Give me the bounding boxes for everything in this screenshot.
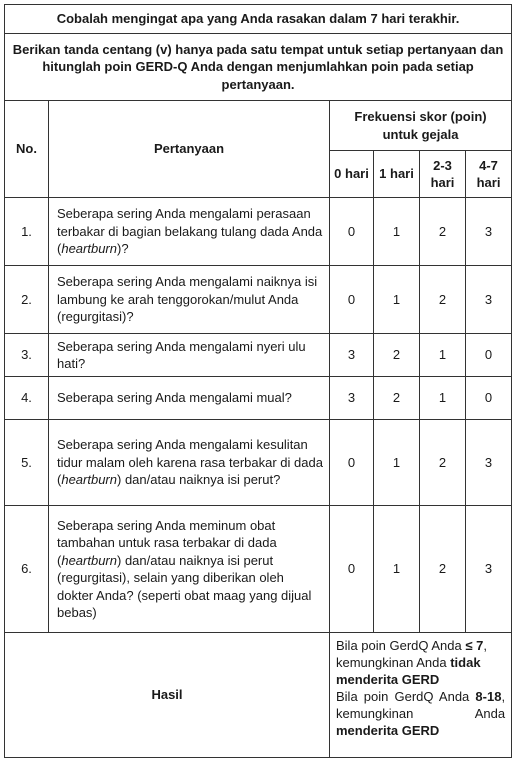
- score-cell[interactable]: 2: [374, 377, 420, 420]
- result-line-negative: Bila poin GerdQ Anda ≤ 7, kemungkinan Anda tidak menderita GERD: [336, 638, 487, 687]
- score-cell[interactable]: 1: [420, 334, 466, 377]
- question-text: Seberapa sering Anda mengalami perasaan terbakar di bagian belakang tulang dada Anda (heartburn)?: [49, 198, 330, 266]
- score-cell[interactable]: 1: [420, 377, 466, 420]
- question-row: [5, 198, 512, 266]
- score-cell[interactable]: 0: [330, 420, 374, 506]
- score-cell[interactable]: 2: [374, 334, 420, 377]
- result-label: Hasil: [5, 633, 330, 758]
- score-cell[interactable]: 1: [374, 266, 420, 334]
- score-cell[interactable]: 0: [466, 334, 512, 377]
- score-cell[interactable]: 1: [374, 420, 420, 506]
- question-row: [5, 266, 512, 334]
- result-interpretation: [330, 633, 512, 758]
- column-header-frequency: Frekuensi skor (poin) untuk gejala: [330, 101, 512, 151]
- score-cell[interactable]: 3: [330, 334, 374, 377]
- score-cell[interactable]: 2: [420, 198, 466, 266]
- question-text: Seberapa sering Anda meminum obat tambahan untuk rasa terbakar di dada (heartburn) dan/atau naiknya isi perut (regurgitasi), selain yang diberikan oleh dokter Anda? (seperti obat maag yang dijual bebas): [49, 506, 330, 633]
- instruction-header: Cobalah mengingat apa yang Anda rasakan dalam 7 hari terakhir.: [5, 5, 512, 34]
- question-number: 5.: [5, 420, 49, 506]
- score-cell[interactable]: 3: [466, 266, 512, 334]
- question-row: [5, 420, 512, 506]
- score-cell[interactable]: 2: [420, 266, 466, 334]
- score-cell[interactable]: 3: [466, 420, 512, 506]
- score-cell[interactable]: 1: [374, 506, 420, 633]
- column-header-day: 4-7 hari: [466, 151, 512, 198]
- question-number: 4.: [5, 377, 49, 420]
- score-cell[interactable]: 0: [330, 266, 374, 334]
- question-number: 1.: [5, 198, 49, 266]
- question-number: 2.: [5, 266, 49, 334]
- question-text: Seberapa sering Anda mengalami nyeri ulu hati?: [49, 334, 330, 377]
- question-number: 3.: [5, 334, 49, 377]
- score-cell[interactable]: 2: [420, 420, 466, 506]
- score-cell[interactable]: 0: [466, 377, 512, 420]
- instruction-subheader: Berikan tanda centang (v) hanya pada satu tempat untuk setiap pertanyaan dan hitunglah poin GERD-Q Anda dengan menjumlahkan poin pada setiap pertanyaan.: [5, 34, 512, 101]
- score-cell[interactable]: 0: [330, 506, 374, 633]
- score-cell[interactable]: 1: [374, 198, 420, 266]
- column-header-day: 1 hari: [374, 151, 420, 198]
- column-header-day: 2-3 hari: [420, 151, 466, 198]
- score-cell[interactable]: 2: [420, 506, 466, 633]
- question-row: [5, 377, 512, 420]
- score-cell[interactable]: 0: [330, 198, 374, 266]
- question-text: Seberapa sering Anda mengalami naiknya isi lambung ke arah tenggorokan/mulut Anda (regurgitasi)?: [49, 266, 330, 334]
- question-text: Seberapa sering Anda mengalami mual?: [49, 377, 330, 420]
- column-header-day: 0 hari: [330, 151, 374, 198]
- question-number: 6.: [5, 506, 49, 633]
- score-cell[interactable]: 3: [466, 506, 512, 633]
- column-header-no: No.: [5, 101, 49, 198]
- question-row: [5, 506, 512, 633]
- score-cell[interactable]: 3: [330, 377, 374, 420]
- score-cell[interactable]: 3: [466, 198, 512, 266]
- question-row: [5, 334, 512, 377]
- gerdq-table: [4, 4, 512, 758]
- column-header-question: Pertanyaan: [49, 101, 330, 198]
- result-line-positive: Bila poin GerdQ Anda 8-18, kemungkinan Anda menderita GERD: [336, 689, 506, 738]
- question-text: Seberapa sering Anda mengalami kesulitan tidur malam oleh karena rasa terbakar di dada (heartburn) dan/atau naiknya isi perut?: [49, 420, 330, 506]
